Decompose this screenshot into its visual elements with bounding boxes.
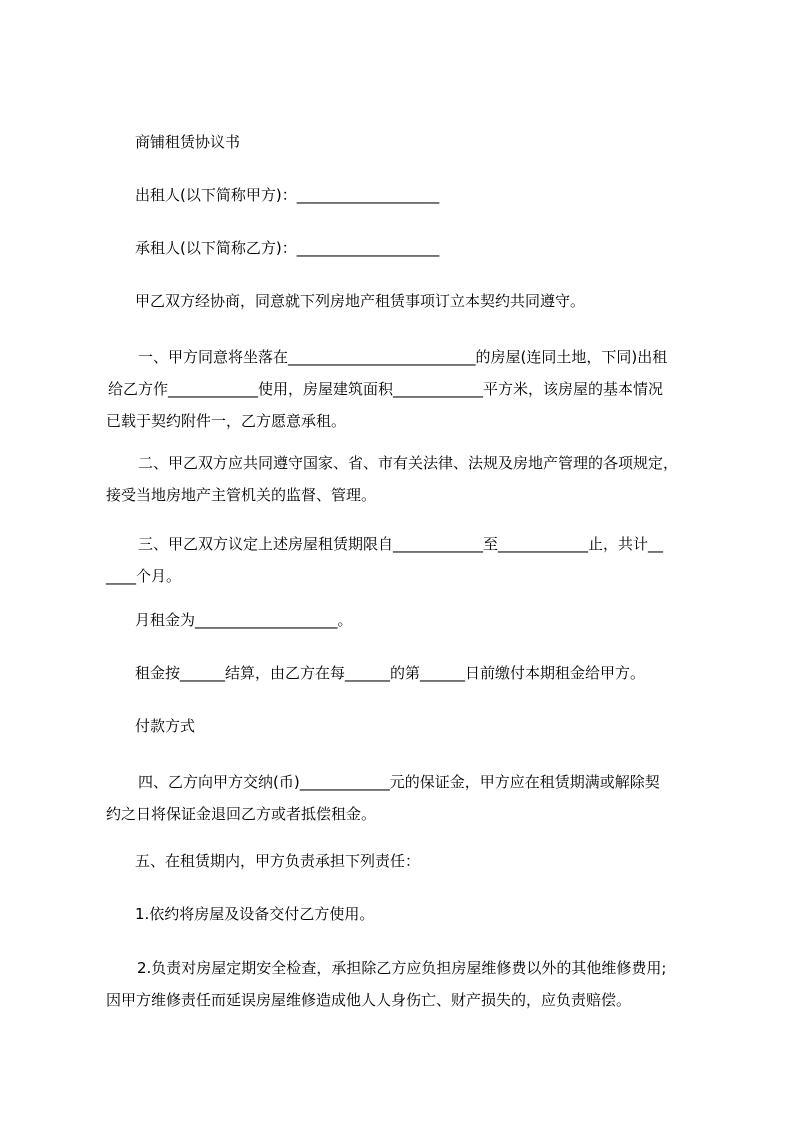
clause-3-line: 三、甲乙双方议定上述房屋租赁期限自____________至____________止，共计__: [138, 535, 664, 553]
clause-4: [106, 766, 710, 830]
responsibility-item-1: 1.依约将房屋及设备交付乙方使用。: [135, 905, 375, 923]
rent-payment-line: 租金按______结算，由乙方在每______的第______日前缴付本期租金给甲方。: [135, 664, 646, 682]
clause-3-line: ____个月。: [106, 567, 182, 585]
clause-2-line: 二、甲乙双方应共同遵守国家、省、市有关法律、法规及房地产管理的各项规定，: [138, 454, 679, 472]
document-title: 商铺租赁协议书: [135, 133, 241, 151]
clause-1-line: 已载于契约附件一，乙方愿意承租。: [106, 412, 347, 430]
responsibility-item-2: [106, 952, 710, 1016]
lessor-line: 出租人(以下简称甲方)：___________________: [135, 186, 440, 204]
clause-1: [106, 341, 710, 437]
item-2-line: 因甲方维修责任而延误房屋维修造成他人人身伤亡、财产损失的，应负责赔偿。: [106, 991, 632, 1009]
clause-2: [106, 447, 710, 511]
clause-1-line: 给乙方作____________使用，房屋建筑面积____________平方米，该房屋的基本情况: [108, 380, 664, 398]
intro-paragraph: 甲乙双方经协商，同意就下列房地产租赁事项订立本契约共同遵守。: [135, 292, 586, 310]
lessee-line: 承租人(以下简称乙方)：___________________: [135, 239, 440, 257]
clause-3: [106, 528, 710, 592]
item-2-line: 2.负责对房屋定期安全检查，承担除乙方应负担房屋维修费以外的其他维修费用;: [137, 959, 667, 977]
clause-2-line: 接受当地房地产主管机关的监督、管理。: [106, 486, 377, 504]
clause-1-line: 一、甲方同意将坐落在_________________________的房屋(连同土地，下同)出租: [138, 348, 668, 366]
payment-method-heading: 付款方式: [135, 717, 196, 735]
clause-5: 五、在租赁期内，甲方负责承担下列责任：: [135, 852, 421, 870]
clause-4-line: 约之日将保证金退回乙方或者抵偿租金。: [106, 805, 377, 823]
monthly-rent-line: 月租金为___________________。: [135, 611, 353, 629]
clause-4-line: 四、乙方向甲方交纳(币)____________元的保证金，甲方应在租赁期满或解除契: [138, 773, 660, 791]
